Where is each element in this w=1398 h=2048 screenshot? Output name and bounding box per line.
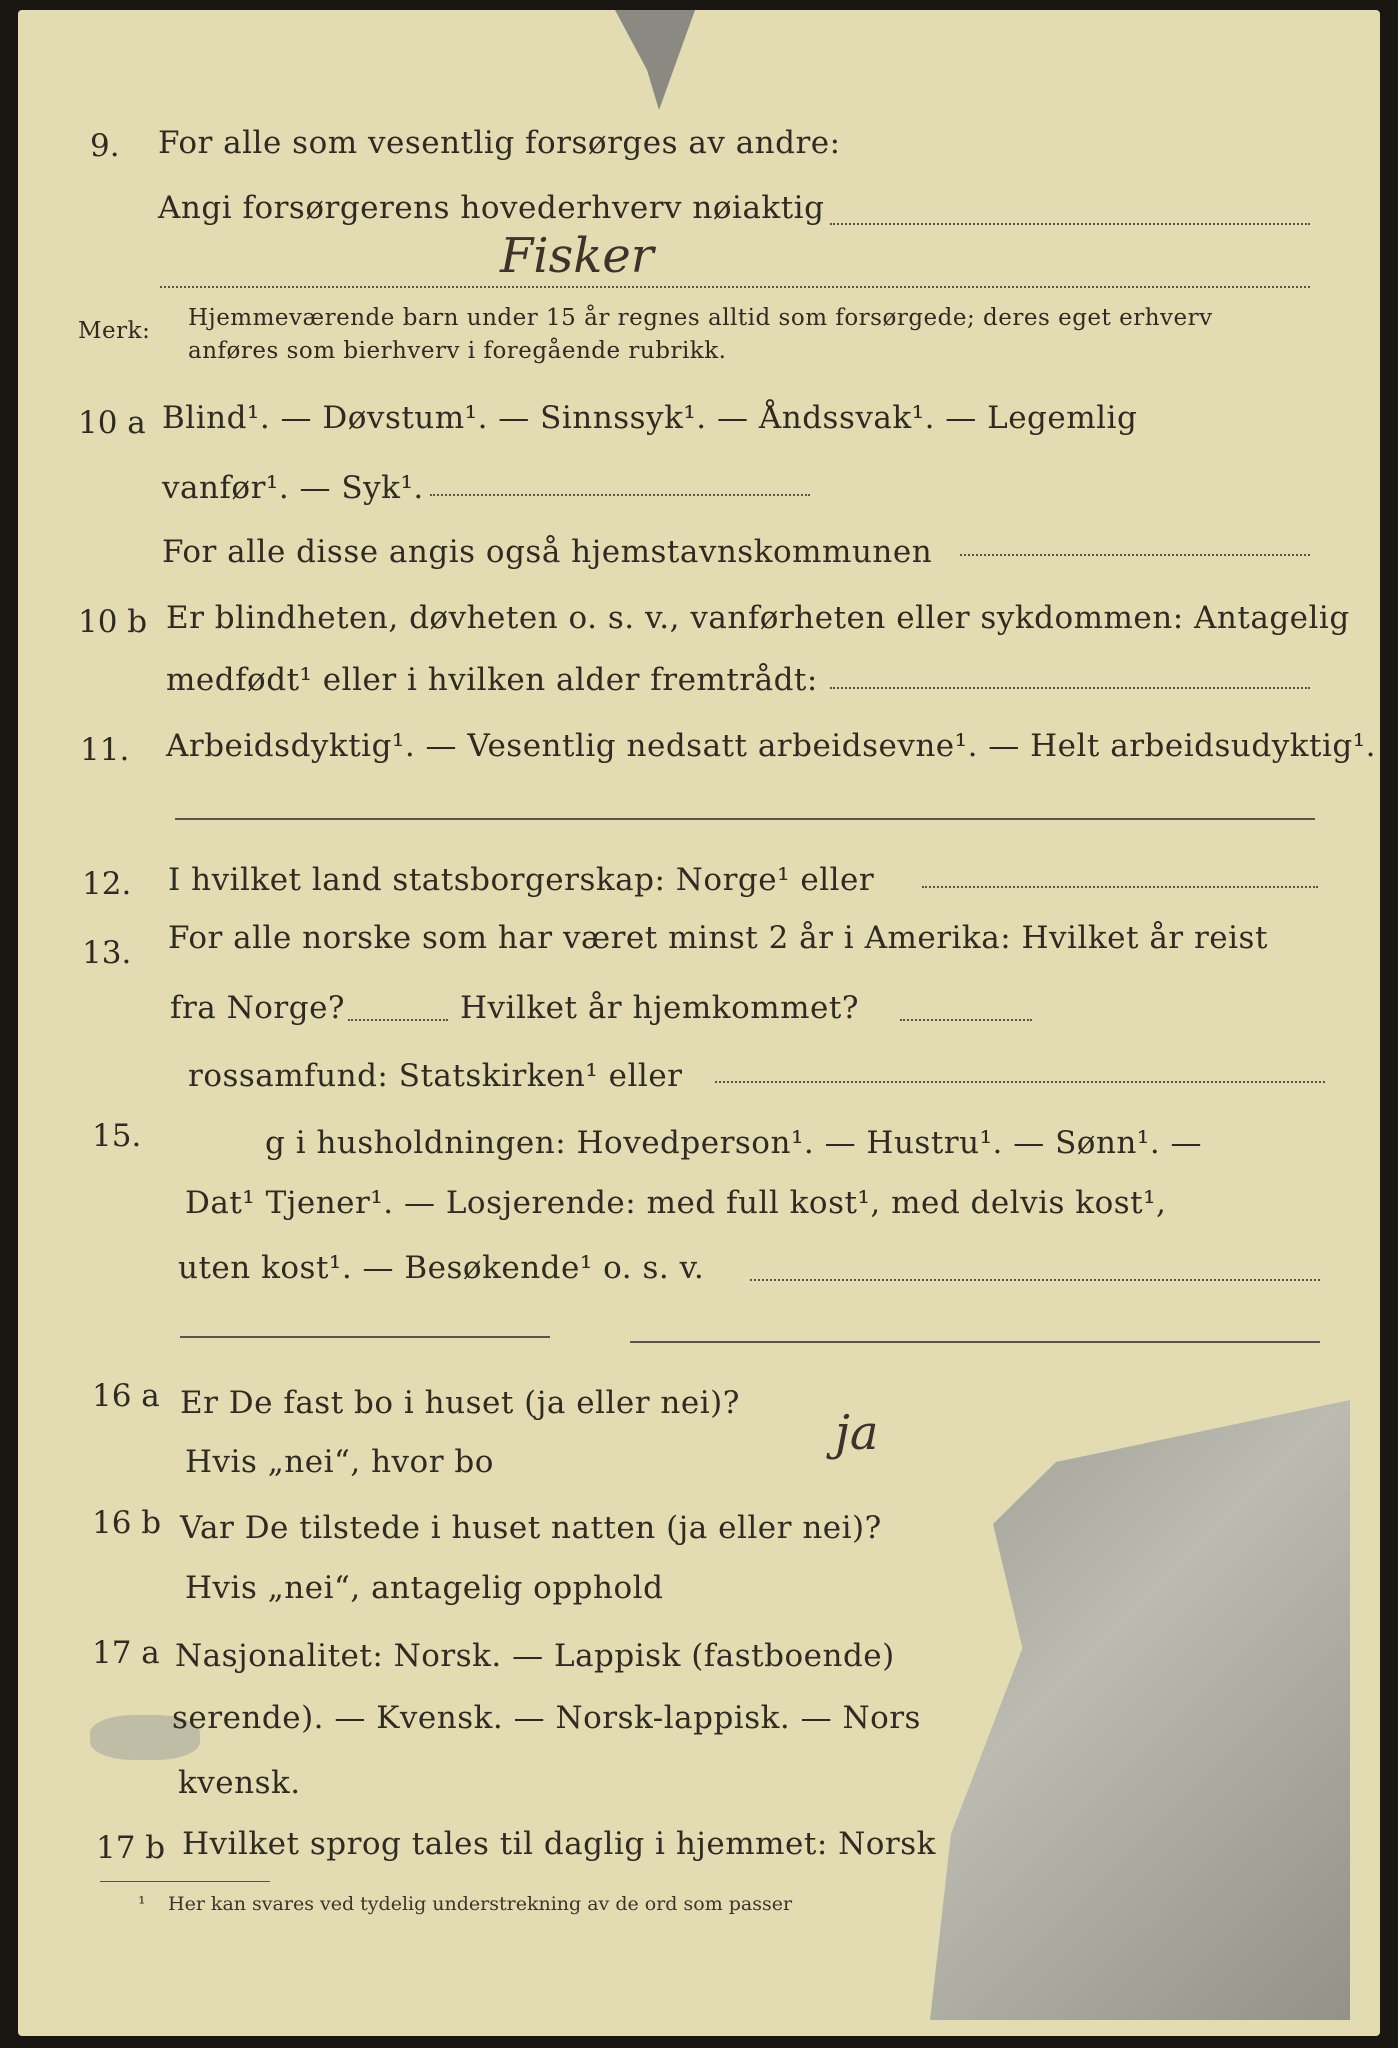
merk-line1: Hjemmeværende barn under 15 år regnes alltid som forsørgede; deres eget erhverv <box>188 305 1213 331</box>
q15-line3: uten kost¹. — Besøkende¹ o. s. v. <box>178 1250 705 1286</box>
q9-line1: For alle som vesentlig forsørges av andre: <box>158 125 841 161</box>
q15-line2: Dat¹ Tjener¹. — Losjerende: med full kost¹, med delvis kost¹, <box>185 1185 1167 1221</box>
footnote-rule <box>100 1880 270 1882</box>
q9-line2: Angi forsørgerens hovederhverv nøiaktig <box>158 190 825 226</box>
q10b-line1: Er blindheten, døvheten o. s. v., vanførheten eller sykdommen: Antagelig <box>166 600 1350 636</box>
q17a-number: 17 a <box>92 1635 160 1671</box>
q16a-line1: Er De fast bo i huset (ja eller nei)? <box>180 1385 740 1421</box>
q9-answer-line <box>160 285 1310 288</box>
q13-reist-line <box>348 1018 448 1021</box>
q16a-line2: Hvis „nei“, hvor bo <box>185 1444 494 1480</box>
q11-answer-line <box>175 817 1315 820</box>
q13-number: 13. <box>82 935 132 971</box>
q9-handwritten-answer: Fisker <box>500 228 654 284</box>
q17a-line2: serende). — Kvensk. — Norsk-lappisk. — Nors <box>172 1700 921 1736</box>
q10a-line2: vanfør¹. — Syk¹. <box>162 470 424 506</box>
merk-line2: anføres som bierhverv i foregående rubrikk. <box>188 338 727 364</box>
q16b-number: 16 b <box>92 1505 162 1541</box>
footnote-text: Her kan svares ved tydelig understrekning av de ord som passer <box>168 1893 793 1915</box>
q15-answer-line-left <box>180 1335 550 1338</box>
q10b-dotted-line <box>830 686 1310 689</box>
q14-line1: rossamfund: Statskirken¹ eller <box>188 1058 683 1094</box>
q9-dotted-line <box>830 222 1310 225</box>
q16b-line2: Hvis „nei“, antagelig opphold <box>185 1570 664 1606</box>
q13-hjemkommet-line <box>900 1018 1032 1021</box>
q16a-number: 16 a <box>92 1378 160 1414</box>
q17a-line3: kvensk. <box>178 1765 301 1801</box>
q15-number: 15. <box>92 1118 142 1154</box>
q17b-number: 17 b <box>96 1830 166 1866</box>
q13-line2b: Hvilket år hjemkommet? <box>460 990 859 1026</box>
q13-line1: For alle norske som har været minst 2 år i Amerika: Hvilket år reist <box>168 920 1268 956</box>
q13-line2a: fra Norge? <box>170 990 346 1026</box>
q9-number: 9. <box>90 128 120 164</box>
q15-dotted-line <box>750 1278 1320 1281</box>
q17a-line1: Nasjonalitet: Norsk. — Lappisk (fastboende) <box>175 1638 895 1674</box>
q14-dotted-line <box>715 1080 1325 1083</box>
q15-line1: g i husholdningen: Hovedperson¹. — Hustru¹. — Sønn¹. — <box>265 1125 1203 1161</box>
q10b-line2: medfødt¹ eller i hvilken alder fremtrådt: <box>166 662 818 698</box>
q16a-handwritten-answer: ja <box>835 1405 879 1461</box>
q12-number: 12. <box>82 866 132 902</box>
q11-number: 11. <box>80 732 130 768</box>
merk-label: Merk: <box>78 318 151 344</box>
q10b-number: 10 b <box>78 604 148 640</box>
q11-line1: Arbeidsdyktig¹. — Vesentlig nedsatt arbeidsevne¹. — Helt arbeidsudyktig¹. <box>166 728 1377 764</box>
q10a-hjemstavn-line <box>960 553 1310 556</box>
q10a-dotted-line <box>430 493 810 496</box>
q15-answer-line-right <box>630 1340 1320 1343</box>
q16b-line1: Var De tilstede i huset natten (ja eller nei)? <box>180 1510 882 1546</box>
q10a-number: 10 a <box>78 405 146 441</box>
q12-line1: I hvilket land statsborgerskap: Norge¹ eller <box>168 862 875 898</box>
q17b-line1: Hvilket sprog tales til daglig i hjemmet: Norsk <box>182 1826 936 1862</box>
footnote-mark: ¹ <box>138 1893 146 1915</box>
q12-dotted-line <box>922 885 1318 888</box>
q10a-line3: For alle disse angis også hjemstavnskommunen <box>162 534 933 570</box>
q10a-line1: Blind¹. — Døvstum¹. — Sinnssyk¹. — Åndssvak¹. — Legemlig <box>162 400 1138 436</box>
